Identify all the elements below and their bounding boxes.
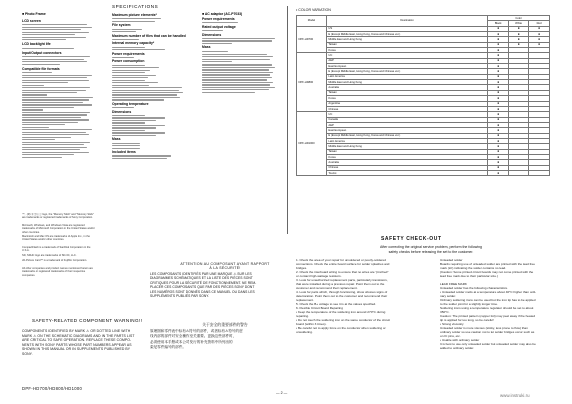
text-line: • Unleaded solder melts at a temperature about 40°C higher than ordi-: [440, 290, 537, 294]
model-cell: DPF-HD1000: [297, 112, 327, 176]
attention-title: ATTENTION AU COMPOSANT AYANT RAPPORT: [180, 262, 270, 266]
color-availability-cell: ●: [529, 26, 550, 31]
model-cell: DPF-HD800: [297, 53, 327, 112]
text-line: (Caution: Some printed circuit boards may not come printed with the: [440, 270, 534, 274]
trademark-line: All other companies and product names mentioned herein are trademarks or registered trademarks of their respective companies.: [22, 267, 93, 277]
destination-cell: Middle East and Hong Kong: [326, 80, 487, 85]
ac-heading: Dimensions: [202, 32, 222, 37]
safety-warning-cn: [150, 322, 300, 351]
text-line: LEAD FREE MARK: [440, 282, 467, 286]
attention-line: DIAGRAMMES SCHÉMATIQUES ET LA LISTE DES PIÈCES SONT: [150, 276, 253, 281]
text-line: customer and recommend their replacement.: [296, 286, 358, 290]
text-line: deterioration. Point them out to the customer and recommend their: [296, 294, 388, 298]
text-line: • Strong viscosity: [440, 322, 464, 326]
spec-heading: Maximum number of files that can be handled: [112, 33, 186, 38]
destination-cell: E (Except Middle East, Hong Kong, Korea and Chinese ver.): [326, 69, 487, 74]
color-availability-cell: ●: [488, 85, 509, 90]
safety-intro-line: After correcting the original service problem, perform the following: [380, 245, 482, 249]
destination-cell: Korea: [326, 48, 487, 53]
specs-column: [112, 13, 186, 160]
compat-heading: Compatible file formats: [22, 66, 60, 71]
spec-heading: Power requirements: [112, 51, 145, 56]
header-red: Red: [529, 21, 550, 26]
color-availability-cell: ●: [488, 154, 509, 159]
cn-line: 必须使用本手册或本公司发行的补充资料中所列出的: [150, 339, 233, 344]
text-line: Ordinary soldering irons can be used but the iron tip has to be applied: [440, 298, 536, 302]
safety-intro-line: safety checks before releasing the set to the customer.: [388, 249, 474, 254]
color-availability-cell: ●: [488, 48, 509, 53]
destination-cell: UC: [326, 112, 487, 117]
destination-cell: Australia: [326, 85, 487, 90]
text-line: Soldering irons using a temperature regulator should be set to about: [440, 306, 534, 310]
destination-cell: Latin America: [326, 74, 487, 79]
destination-cell: Tourist: [326, 170, 487, 175]
text-line: Unleaded solder has the following characteristics.: [440, 286, 508, 290]
color-availability-cell: ●: [488, 122, 509, 127]
header-model: Model: [297, 16, 327, 27]
color-availability-cell: ●: [488, 133, 509, 138]
trademark-line: Macintosh and Mac OS are trademarks of Apple Inc., in the United States and/or other countries.: [22, 235, 90, 242]
cn-line: 原理图和零件表中标有⚠符号的部件，或者标有⚠符号的虚: [150, 329, 243, 333]
text-line: 350°C.: [440, 310, 450, 314]
color-availability-cell: ●: [488, 80, 509, 85]
header-black: Black: [488, 21, 509, 26]
destination-cell: Argentina: [326, 101, 487, 106]
color-availability-cell: ●: [488, 58, 509, 63]
text-line: 1. Check the area of your repair for unsoldered or poorly-soldered: [296, 258, 386, 262]
destination-cell: Chinese: [326, 106, 487, 111]
color-availability-cell: ●: [488, 90, 509, 95]
text-line: bridges.: [296, 266, 308, 270]
destination-cell: Middle East and Hong Kong: [326, 144, 487, 149]
lcd-text-block: [22, 24, 96, 40]
color-availability-cell: ●: [488, 74, 509, 79]
color-variation-table: [296, 15, 550, 176]
text-line: tip is applied for too long, so be careful!: [440, 318, 494, 322]
text-line: Boards requiring use of unleaded solder are printed with the lead free: [440, 262, 535, 266]
destination-cell: Korea: [326, 154, 487, 159]
text-line: • Keep the temperature of the soldering iron around 270°C during: [296, 310, 386, 314]
color-availability-cell: ●: [529, 42, 550, 47]
model-number: DPF-HD700/HD800/HD1000: [22, 386, 83, 391]
spec-heading: File system: [112, 23, 131, 28]
ac-heading: Mass: [202, 45, 211, 50]
color-availability-cell: ●: [488, 170, 509, 175]
text-line: added to ordinary solder.: [440, 346, 475, 350]
text-line: 3. Look for unauthorized replacement parts, particularly transistors,: [296, 278, 388, 282]
color-availability-cell: ●: [488, 96, 509, 101]
color-availability-cell: ●: [529, 37, 550, 42]
text-line: It is best to use only unleaded solder but unleaded solder may also be: [440, 342, 536, 346]
color-availability-cell: ●: [488, 144, 509, 149]
color-variation-title: • COLOR VARIATION: [296, 8, 331, 12]
color-availability-cell: ●: [488, 149, 509, 154]
spec-heading: Operating temperature: [112, 101, 149, 106]
header-white: White: [509, 21, 529, 26]
backlight-heading: LCD backlight life: [22, 42, 51, 47]
text-line: 2. Check the interboard wiring to ensure that no wires are "pinched": [296, 270, 389, 274]
color-availability-cell: ●: [488, 53, 509, 58]
color-availability-cell: ●: [529, 32, 550, 37]
text-line: on IC pins, etc.: [440, 334, 461, 338]
trademark-line: ™, ·(R) ⓈⓉⓐⓡ logo, the "Memory Stick" and "Memory Stick" are trademarks or registered trademarks of Sony Corporation.: [22, 213, 94, 220]
destination-cell: Chinese: [326, 165, 487, 170]
trademark-line: SD, SDHC logo are trademarks of SD-3C, LLC.: [22, 254, 77, 257]
text-line: unsoldering.: [296, 330, 313, 334]
trademark-line: Microsoft, Windows, and Windows Vista are registered trademarks of Microsoft Corporation in the United States and/or other countries.: [22, 224, 95, 234]
header-destination: Destination: [326, 16, 487, 27]
features-column: [22, 12, 96, 159]
color-availability-cell: ●: [488, 165, 509, 170]
lead-free-notes: [440, 258, 565, 350]
text-line: • Do not touch the soldering iron on the same conductor of the circuit: [296, 318, 390, 322]
destination-cell: Latin America: [326, 138, 487, 143]
cn-line: 索尼零件编号的部件。: [150, 345, 186, 350]
color-availability-cell: ●: [488, 69, 509, 74]
destination-cell: Taiwan: [326, 42, 487, 47]
specifications-title: SPECIFICATIONS: [112, 4, 159, 9]
table-row: [297, 170, 550, 175]
color-availability-cell: ●: [509, 37, 529, 42]
compat-text-block: [22, 72, 96, 158]
text-line: 4. Look for parts which, through functioning, show obvious signs of: [296, 290, 388, 294]
ac-heading: Power requirements: [202, 17, 235, 21]
model-cell: DPF-HD700: [297, 26, 327, 53]
destination-cell: Middle East and Hong Kong: [326, 37, 487, 42]
safety-warning-line: NENTS WITH SONY PARTS WHOSE PART NUMBERS APPEAR AS: [22, 342, 132, 347]
spec-heading: Maximum picture elements*: [112, 13, 157, 17]
color-availability-cell: ●: [488, 160, 509, 165]
safety-warning-title: SAFETY-RELATED COMPONENT WARNING!!: [32, 318, 143, 323]
text-line: Unleaded solder is more viscous (sticky, less prone to flow) than: [440, 326, 528, 330]
safety-warning-line: COMPONENTS IDENTIFIED BY MARK ⚠ OR DOTTED LINE WITH: [22, 329, 131, 333]
cn-title: 关于安全的重要部件的警告: [202, 322, 248, 327]
header-color: Color: [488, 16, 550, 21]
color-availability-cell: ●: [488, 112, 509, 117]
text-line: nary solder.: [440, 294, 456, 298]
attention-subtitle: À LA SÉCURITÉ!: [209, 266, 241, 271]
spec-heading: Mass: [112, 137, 121, 142]
trademark-line: xD-Picture Card™ is a trademark of Fujifilm Corporation.: [22, 259, 88, 262]
destination-cell: UC: [326, 53, 487, 58]
color-availability-cell: ●: [509, 26, 529, 31]
color-availability-cell: [509, 170, 529, 175]
trademark-list: [22, 213, 98, 277]
text-line: 5. Check the B+ voltage to see it is at the values specified.: [296, 302, 377, 306]
text-line: Caution: The printed pattern (copper foil) may peel away if the heated: [440, 314, 536, 318]
attention-line: PLACER CES COMPOSANTS QUE PAR DES PIÈCES SONY DONT: [150, 285, 255, 290]
text-line: to the solder joint for a slightly longer time.: [440, 302, 498, 306]
destination-cell: E (Except Middle East, Hong Kong, Korea and Chinese ver.): [326, 133, 487, 138]
io-text-block: [22, 56, 96, 65]
io-heading: Input/Output connectors: [22, 50, 62, 55]
color-availability-cell: ●: [488, 42, 509, 47]
color-availability-cell: ●: [488, 101, 509, 106]
color-availability-cell: [529, 170, 550, 175]
spec-heading: Power consumption: [112, 59, 145, 64]
text-line: that were installed during a previous repair. Point them out to the: [296, 282, 385, 286]
cn-line: 线内部的部件对安全操作至关重要。更换这些部件时，: [150, 334, 237, 339]
destination-cell: East European: [326, 128, 487, 133]
safety-checklist: [296, 258, 436, 334]
destination-cell: Canada: [326, 117, 487, 122]
destination-cell: Australia: [326, 160, 487, 165]
text-line: 6. Flexible Circuit Board Repairing: [296, 306, 343, 310]
safety-checkout-title: SAFETY CHECK-OUT: [381, 236, 442, 242]
destination-cell: AEP: [326, 122, 487, 127]
attention-line: LES NUMÉROS SONT DONNÉS DANS CE MANUEL OU DANS LES: [150, 289, 255, 294]
backlight-text-block: [22, 48, 96, 49]
destination-cell: East European: [326, 64, 487, 69]
attention-line: LES COMPOSANTS IDENTIFIÉS PAR UNE MARQUE ⚠ SUR LES: [150, 271, 252, 276]
text-line: lead free mark due to their particular size.): [440, 274, 498, 278]
destination-cell: US: [326, 26, 487, 31]
color-availability-cell: ●: [488, 117, 509, 122]
destination-cell: E (Except Middle East, Hong Kong, Korea and Chinese ver.): [326, 32, 487, 37]
safety-warning-line: ARE CRITICAL TO SAFE OPERATION. REPLACE THESE COMPO-: [22, 338, 132, 343]
color-availability-cell: ●: [488, 64, 509, 69]
trademark-line: CompactFlash is a trademark of SanDisk Corporation in the U.S.A.: [22, 246, 91, 253]
text-line: connections. Check the entire board surface for solder splashes and: [296, 262, 390, 266]
ac-adaptor-column: [202, 12, 278, 94]
lcd-heading: LCD screen: [22, 19, 41, 23]
spec-heading: Dimensions: [112, 109, 132, 114]
safety-warning-line: SONY.: [22, 351, 33, 356]
text-line: mark (LF) indicating the solder contains no lead.: [440, 266, 507, 270]
destination-cell: Taiwan: [326, 90, 487, 95]
safety-warning-line: SHOWN IN THIS MANUAL OR IN SUPPLEMENTS PUBLISHED BY: [22, 347, 131, 352]
text-line: repairing.: [296, 314, 309, 318]
column-divider: [287, 6, 288, 234]
text-line: ordinary solder so use caution not to let solder bridges occur such as: [440, 330, 535, 334]
color-availability-cell: ●: [488, 37, 509, 42]
watermark: www.instruki.ru: [500, 393, 530, 398]
color-availability-cell: ●: [488, 26, 509, 31]
text-line: • Be careful not to apply force on the conductor when soldering or: [296, 326, 386, 330]
color-availability-cell: ●: [488, 106, 509, 111]
color-availability-cell: ●: [509, 32, 529, 37]
spec-heading: Internal memory capacity*: [112, 41, 155, 46]
destination-cell: Korea: [326, 96, 487, 101]
text-line: • Usable with ordinary solder: [440, 338, 480, 342]
color-availability-cell: ●: [488, 128, 509, 133]
spec-heading: Included items: [112, 150, 136, 155]
safety-warning-line: MARK ⚠ ON THE SCHEMATIC DIAGRAMS AND IN THE PARTS LIST: [22, 333, 135, 338]
text-line: or contact high-wattage resistors.: [296, 274, 342, 278]
safety-warning-fr: [150, 262, 300, 299]
text-line: Unleaded solder: [440, 258, 463, 262]
ac-heading: Rated output voltage: [202, 24, 236, 29]
page-number: — 2 —: [276, 391, 288, 395]
color-availability-cell: ●: [488, 138, 509, 143]
text-line: board (within 3 times).: [296, 322, 327, 326]
destination-cell: AEP: [326, 58, 487, 63]
text-line: replacement.: [296, 298, 314, 302]
destination-cell: Taiwan: [326, 149, 487, 154]
ac-heading: ■ AC adaptor (AC-P7033): [202, 12, 243, 16]
color-availability-cell: ●: [509, 42, 529, 47]
attention-line: SUPPLÉMENTS PUBLIÉS PAR SONY.: [150, 294, 210, 299]
attention-line: CRITIQUES POUR LA SÉCURITÉ DE FONCTIONNEMENT. NE REM-: [150, 280, 257, 285]
features-heading: ■ Photo Frame: [22, 12, 46, 16]
color-availability-cell: ●: [488, 32, 509, 37]
